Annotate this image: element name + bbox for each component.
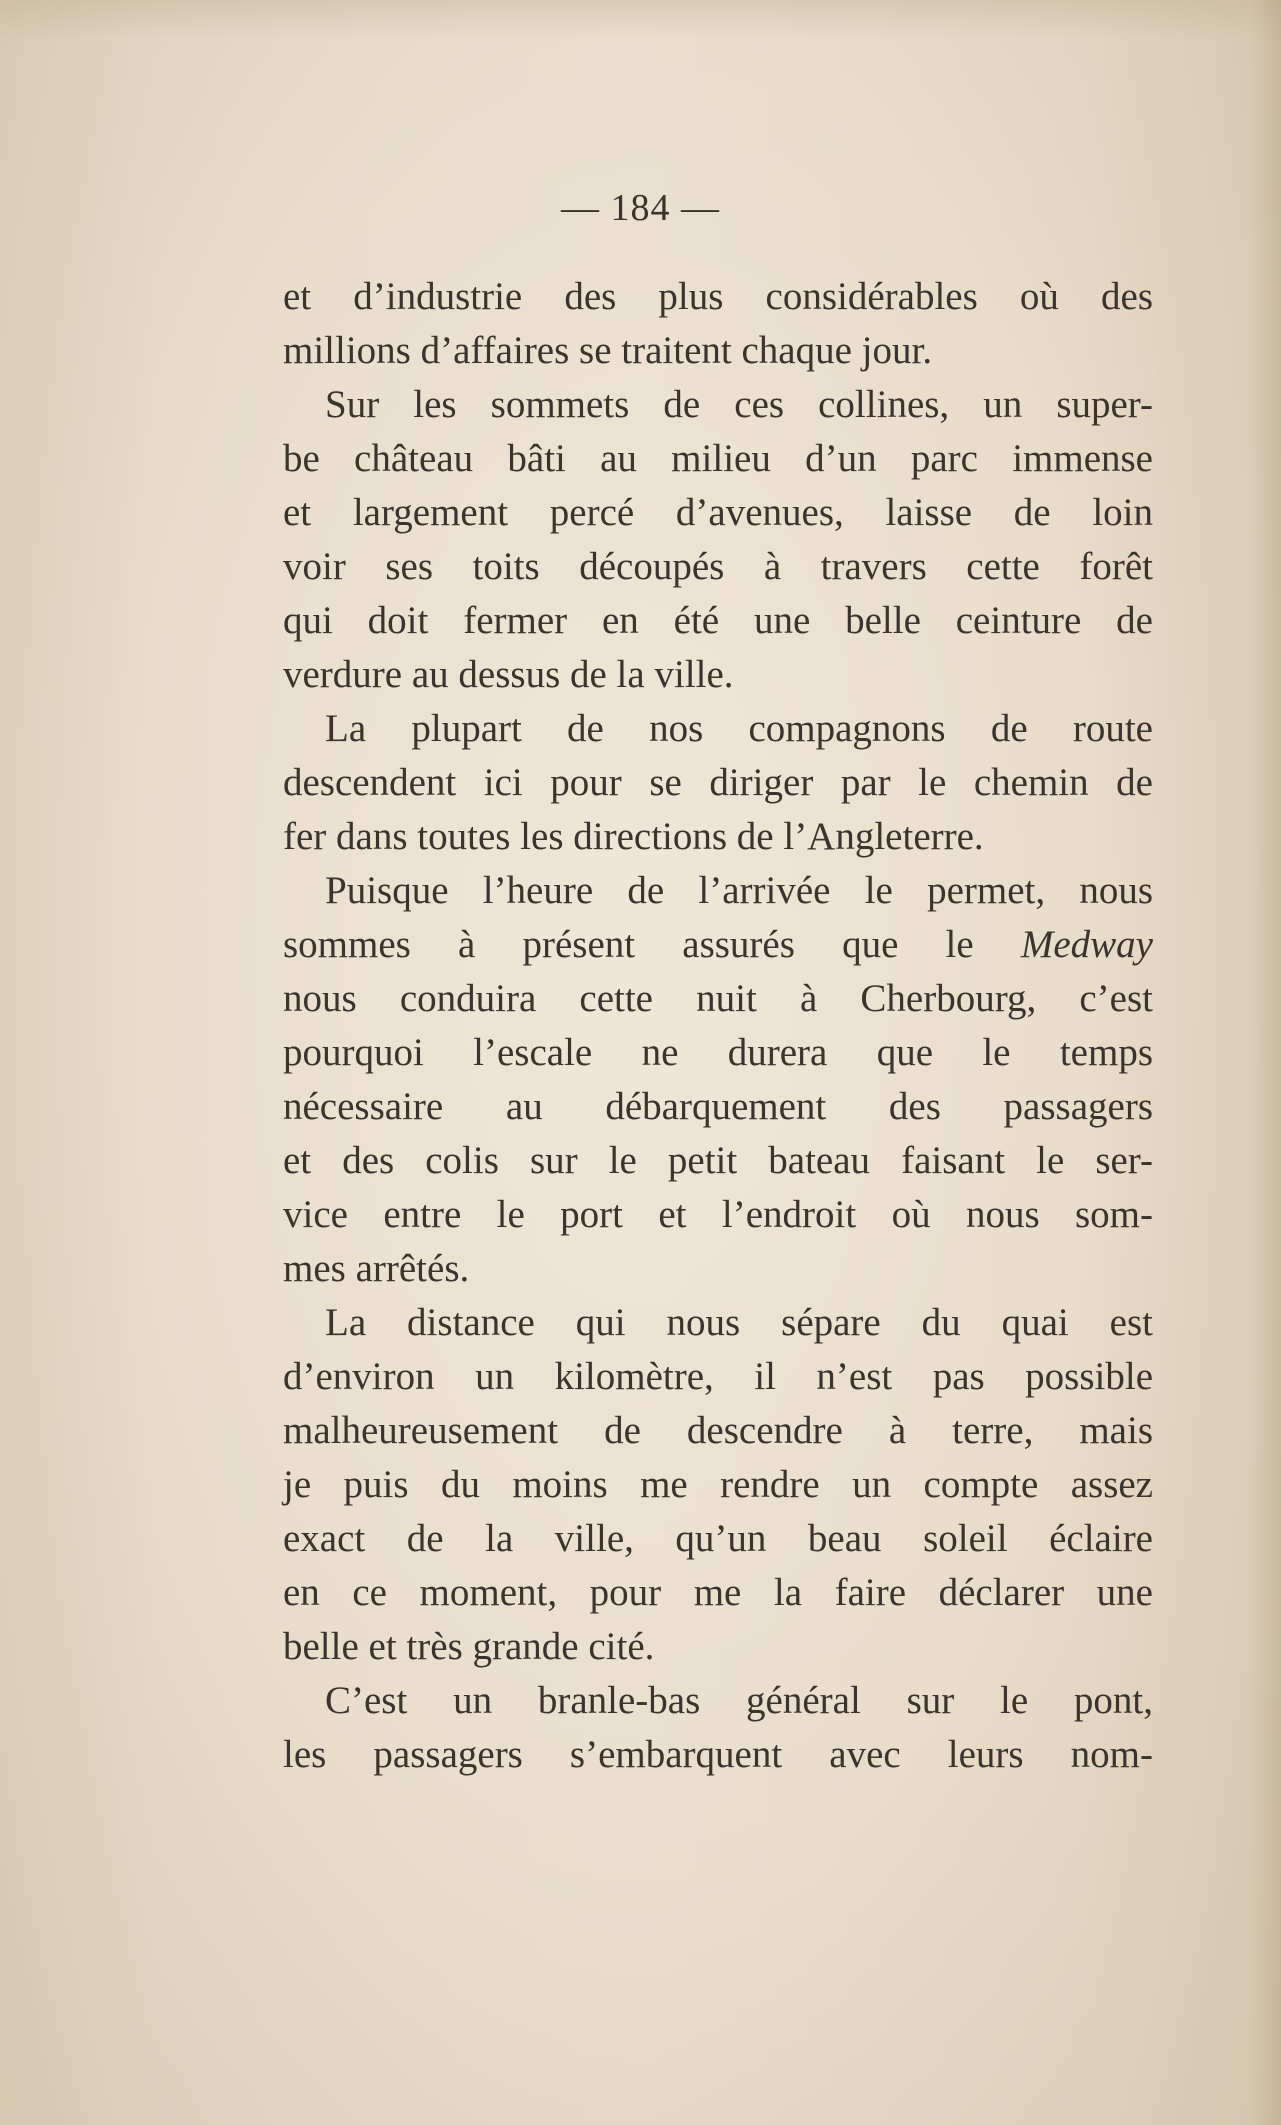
text-line: et largement percé d’avenues, laisse de loin [283,491,1153,534]
text-line: fer dans toutes les directions de l’Angleterre. [283,815,984,858]
text-line: La distance qui nous sépare du quai est [325,1301,1153,1344]
ship-name: Medway [1020,923,1153,966]
text-line: nous conduira cette nuit à Cherbourg, c’est [283,977,1153,1020]
text-line: vice entre le port et l’endroit où nous som- [283,1193,1153,1236]
text-line: d’environ un kilomètre, il n’est pas possible [283,1355,1153,1398]
text-line: et d’industrie des plus considérables où des [283,275,1153,318]
text-line: Sur les sommets de ces collines, un super- [325,383,1153,426]
text-line: nécessaire au débarquement des passagers [283,1085,1153,1128]
text-line: be château bâti au milieu d’un parc immense [283,437,1153,480]
text-line: malheureusement de descendre à terre, mais [283,1409,1153,1452]
text-line: La plupart de nos compagnons de route [325,707,1153,750]
text-line: je puis du moins me rendre un compte assez [283,1463,1153,1506]
text-line: mes arrêtés. [283,1247,470,1290]
text-line: belle et très grande cité. [283,1625,655,1668]
body-text [283,270,1153,1782]
text-line: Puisque l’heure de l’arrivée le permet, nous [325,869,1153,912]
text-line: descendent ici pour se diriger par le chemin de [283,761,1153,804]
text-line: sommes à présent assurés que le Medway [283,923,1153,966]
text-line: millions d’affaires se traitent chaque jour. [283,329,933,372]
text-line: qui doit fermer en été une belle ceinture de [283,599,1153,642]
text-line: et des colis sur le petit bateau faisant le ser- [283,1139,1153,1182]
page-edge-shadow [1251,0,1281,2125]
text-line: voir ses toits découpés à travers cette forêt [283,545,1153,588]
text-line: exact de la ville, qu’un beau soleil éclaire [283,1517,1153,1560]
text-line: pourquoi l’escale ne durera que le temps [283,1031,1153,1074]
text-line: en ce moment, pour me la faire déclarer une [283,1571,1153,1614]
page-top-shadow [0,0,1281,40]
text-line: C’est un branle-bas général sur le pont, [325,1679,1153,1722]
text-line: verdure au dessus de la ville. [283,653,734,696]
page-number: — 184 — [561,187,720,229]
text-line: les passagers s’embarquent avec leurs nom- [283,1733,1153,1776]
